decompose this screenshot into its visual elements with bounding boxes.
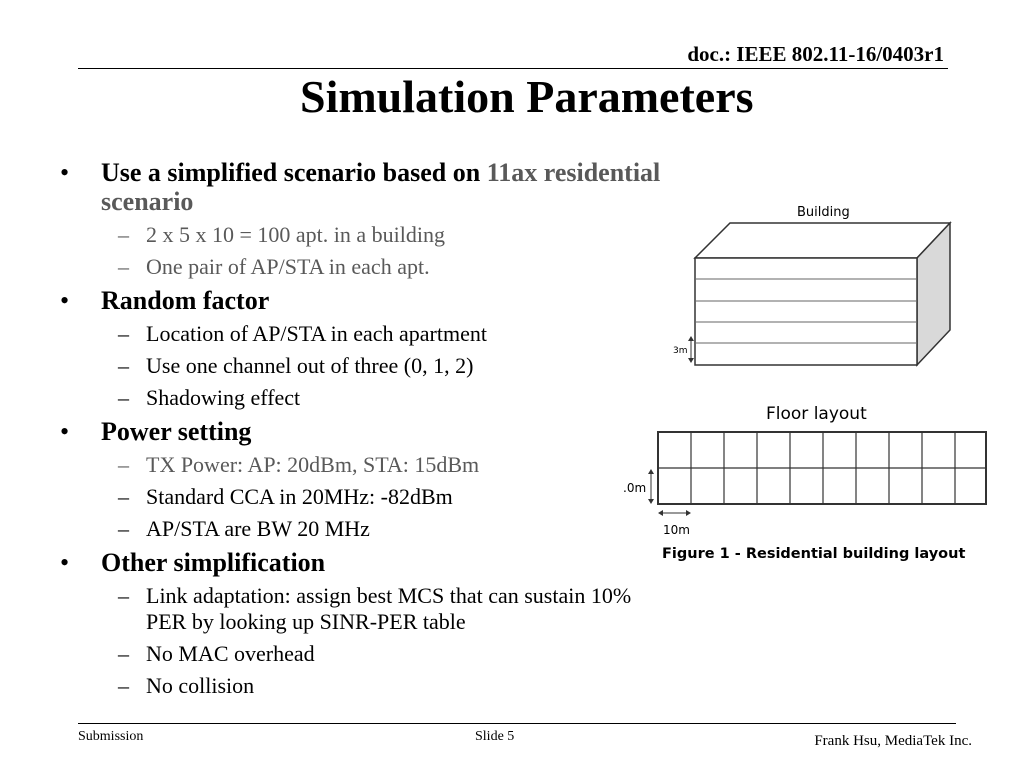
sub-bullet-text: No MAC overhead [146,641,315,666]
depth-label: .0m [623,481,647,495]
sub-bullet-text: No collision [146,673,255,698]
dash-icon: – [118,583,129,608]
building-figure [615,195,1015,575]
sub-bullet [56,222,696,248]
header-rule [78,68,948,69]
sub-bullet [56,385,696,411]
bullet-dot-icon: • [60,158,70,187]
sub-bullet [56,452,696,478]
sub-bullet [56,254,696,280]
sub-bullet-text: TX Power: AP: 20dBm, STA: 15dBm [146,452,480,477]
dash-icon: – [118,321,129,346]
sub-bullet [56,673,696,699]
sub-bullet [56,583,646,635]
building-label: Building [797,205,850,220]
width-label: 10m [663,523,690,537]
footer-rule [78,723,956,724]
sub-bullet-text: 2 x 5 x 10 = 100 apt. in a building [146,222,445,247]
sub-bullet [56,484,696,510]
bullet-scenario [56,158,696,216]
document-id: doc.: IEEE 802.11-16/0403r1 [687,42,944,66]
dash-icon: – [118,452,129,477]
bullet-highlight: 11ax residential scenario [101,158,661,216]
dash-icon: – [118,353,129,378]
dash-icon: – [118,385,129,410]
arrow-up-icon [648,469,654,474]
sub-bullet-text: Use one channel out of three (0, 1, 2) [146,353,474,378]
bullet-text: Power setting [101,417,252,446]
floor-layout-label: Floor layout [766,404,867,424]
sub-bullet-text: One pair of AP/STA in each apt. [146,254,430,279]
sub-bullet-text: Standard CCA in 20MHz: -82dBm [146,484,453,509]
bullet-text: Random factor [101,286,270,315]
bullet-dot-icon: • [60,548,70,577]
arrow-left-icon [658,510,663,516]
dash-icon: – [118,254,129,279]
dash-icon: – [118,516,129,541]
sub-bullet-text: Shadowing effect [146,385,301,410]
bullet-random-factor [56,286,696,315]
bullet-power-setting [56,417,696,446]
sub-bullet [56,353,696,379]
bullet-dot-icon: • [60,286,70,315]
footer-author: Frank Hsu, MediaTek Inc. [814,733,972,749]
arrow-down-icon [688,358,694,363]
sub-bullet-text: AP/STA are BW 20 MHz [146,516,370,541]
arrow-down-icon [648,499,654,504]
sub-bullet [56,641,696,667]
dash-icon: – [118,673,129,698]
slide-title: Simulation Parameters [300,71,754,122]
sub-bullet [56,321,696,347]
bullet-list [56,158,696,705]
dash-icon: – [118,222,129,247]
arrow-up-icon [688,336,694,341]
sub-bullet-text: Link adaptation: assign best MCS that can sustain 10% PER by looking up SINR-PER table [146,583,632,634]
footer-submission: Submission [78,729,144,744]
building-front-face [695,258,917,365]
footer-slide-number: Slide 5 [475,729,515,744]
building-top-face [695,223,950,258]
sub-bullet-text: Location of AP/STA in each apartment [146,321,487,346]
bullet-other-simplification [56,548,696,577]
height-label: 3m [673,346,688,356]
bullet-text: Other simplification [101,548,326,577]
sub-bullet [56,516,696,542]
figure-caption: Figure 1 - Residential building layout [662,546,966,562]
arrow-right-icon [686,510,691,516]
dash-icon: – [118,484,129,509]
bullet-text: Use a simplified scenario based on [101,158,487,187]
bullet-dot-icon: • [60,417,70,446]
dash-icon: – [118,641,129,666]
